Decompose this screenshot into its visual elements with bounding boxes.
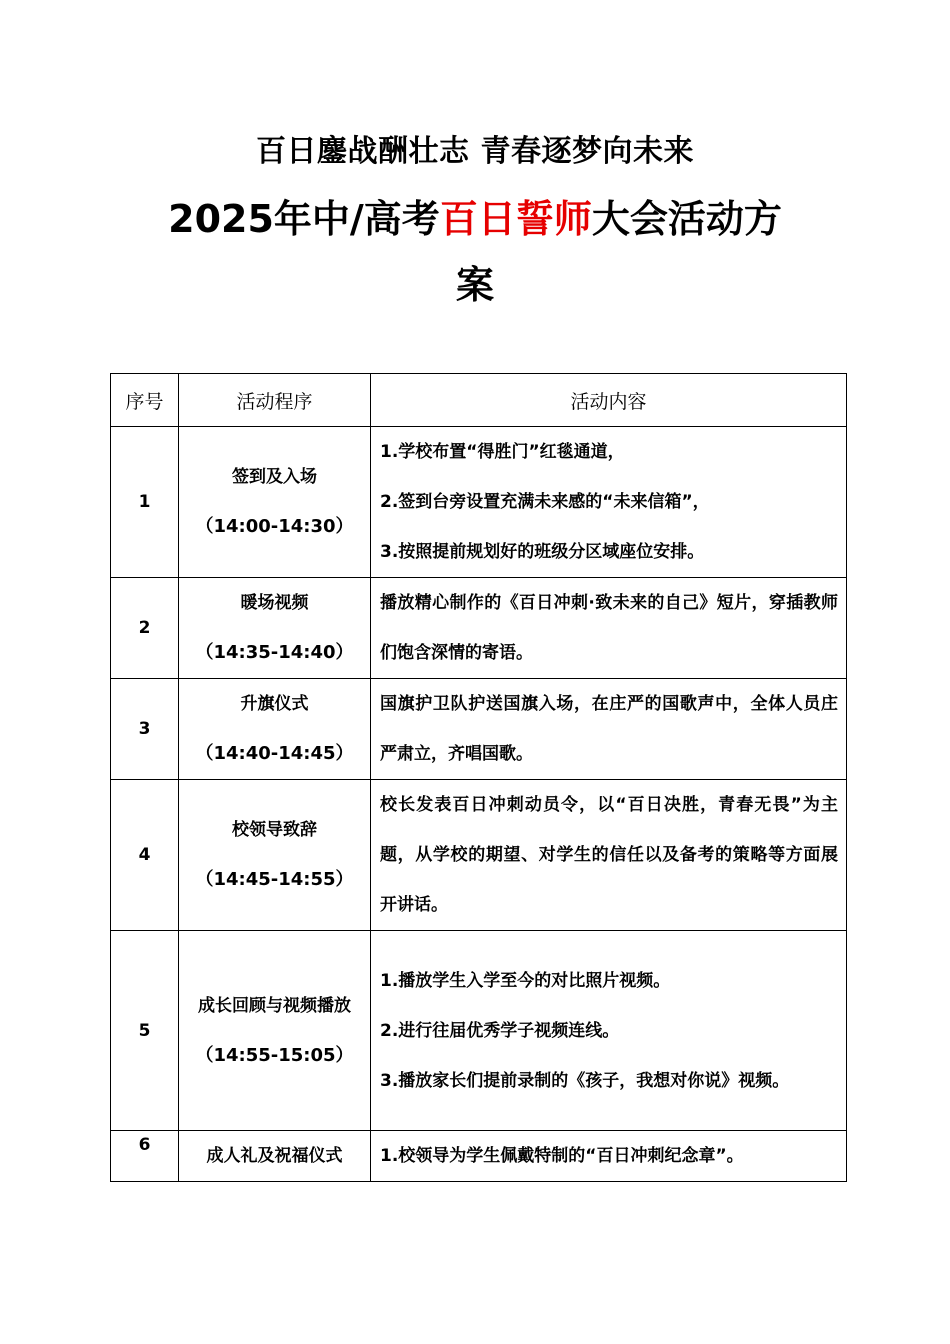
table-row — [111, 931, 847, 1131]
document-title — [150, 186, 800, 318]
row-number: 3 — [111, 679, 179, 780]
content-cell — [371, 679, 847, 780]
table-row — [111, 578, 847, 679]
table-row — [111, 427, 847, 578]
program-cell — [179, 427, 371, 578]
content-line: 校长发表百日冲刺动员令，以“百日决胜，青春无畏”为主题，从学校的期望、对学生的信任以及备考的策略等方面展开讲话。 — [380, 795, 838, 915]
program-time: （14:35-14:40） — [195, 642, 354, 663]
program-cell — [179, 931, 371, 1131]
title-part-1: 2025年中/高考 — [168, 197, 440, 241]
column-header-content: 活动内容 — [371, 374, 847, 427]
program-cell — [179, 578, 371, 679]
document-subtitle: 百日鏖战酬壮志 青春逐梦向未来 — [256, 134, 694, 169]
content-line: 播放精心制作的《百日冲刺·致未来的自己》短片，穿插教师们饱含深情的寄语。 — [380, 593, 838, 663]
program-time: （14:00-14:30） — [195, 516, 354, 537]
row-number: 6 — [111, 1131, 179, 1182]
content-cell — [371, 780, 847, 931]
table-row — [111, 1131, 847, 1182]
title-part-2: 大会活动方案 — [455, 197, 782, 307]
content-line: 3.播放家长们提前录制的《孩子，我想对你说》视频。 — [380, 1070, 790, 1091]
row-number: 2 — [111, 578, 179, 679]
program-time: （14:45-14:55） — [195, 869, 354, 890]
row-number: 5 — [111, 931, 179, 1131]
content-cell — [371, 1131, 847, 1182]
content-cell — [371, 578, 847, 679]
content-line: 1.播放学生入学至今的对比照片视频。 — [380, 970, 671, 991]
content-line: 2.进行往届优秀学子视频连线。 — [380, 1020, 620, 1041]
program-name: 升旗仪式 — [240, 694, 309, 714]
title-highlight: 百日誓师 — [439, 197, 592, 241]
content-line: 3.按照提前规划好的班级分区域座位安排。 — [380, 542, 705, 562]
column-header-program: 活动程序 — [179, 374, 371, 427]
program-time: （14:55-15:05） — [195, 1044, 354, 1066]
table-row — [111, 780, 847, 931]
column-header-no: 序号 — [111, 374, 179, 427]
program-cell — [179, 780, 371, 931]
program-name: 暖场视频 — [240, 593, 309, 613]
content-cell — [371, 931, 847, 1131]
program-name: 签到及入场 — [232, 467, 317, 487]
row-number: 1 — [111, 427, 179, 578]
activity-table — [110, 373, 847, 1182]
table-header-row — [111, 374, 847, 427]
table-row — [111, 679, 847, 780]
content-line: 2.签到台旁设置充满未来感的“未来信箱”， — [380, 492, 710, 512]
program-cell — [179, 679, 371, 780]
program-time: （14:40-14:45） — [195, 743, 354, 764]
content-line: 1.校领导为学生佩戴特制的“百日冲刺纪念章”。 — [380, 1146, 744, 1166]
program-name: 成人礼及祝福仪式 — [206, 1146, 343, 1166]
program-name: 校领导致辞 — [232, 820, 317, 840]
content-line: 国旗护卫队护送国旗入场，在庄严的国歌声中，全体人员庄严肃立，齐唱国歌。 — [380, 694, 838, 764]
content-line: 1.学校布置“得胜门”红毯通道， — [380, 442, 625, 462]
content-cell — [371, 427, 847, 578]
program-name: 成长回顾与视频播放 — [198, 995, 351, 1016]
program-cell — [179, 1131, 371, 1182]
row-number: 4 — [111, 780, 179, 931]
